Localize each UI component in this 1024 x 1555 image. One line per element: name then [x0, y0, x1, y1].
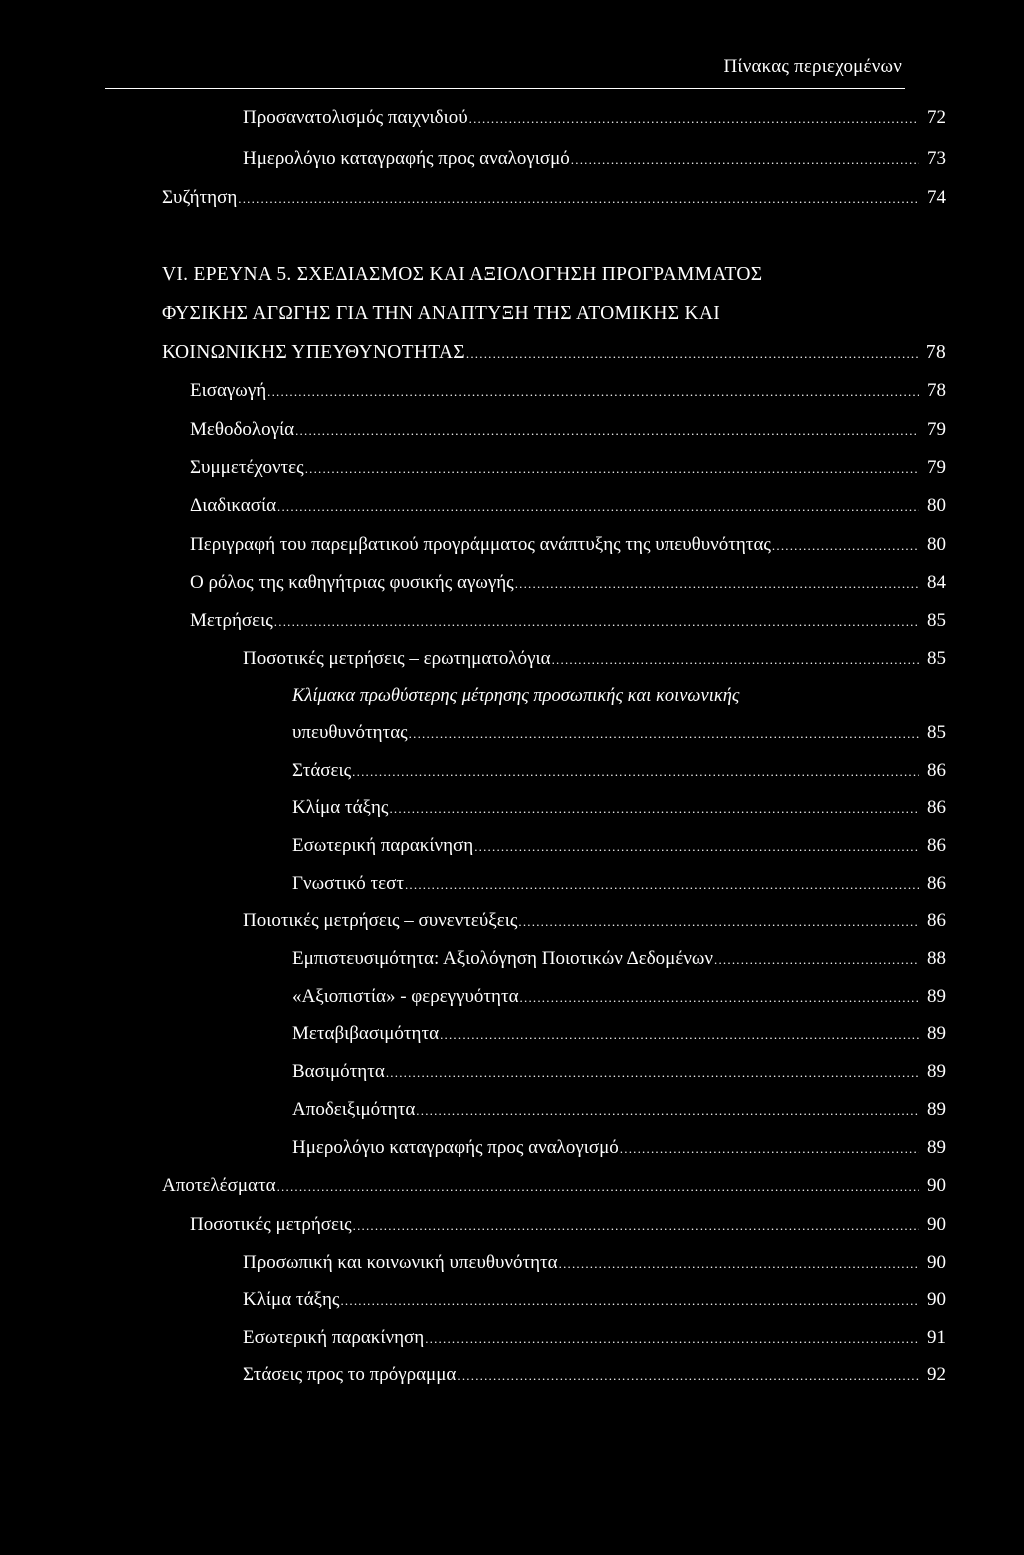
dot-leader [389, 797, 919, 821]
toc-entry[interactable] [243, 1363, 946, 1388]
dot-leader [352, 760, 919, 784]
toc-entry-title: Μετρήσεις [190, 610, 273, 631]
toc-entry-page: 90 [927, 1214, 946, 1235]
toc-entry-page: 89 [927, 1023, 946, 1044]
toc-entry[interactable] [292, 1098, 946, 1123]
toc-entry-page: 78 [927, 380, 946, 401]
toc-entry-title: Ημερολόγιο καταγραφής προς αναλογισμό [292, 1137, 619, 1158]
toc-entry[interactable] [190, 533, 946, 558]
toc-entry-title: Μεθοδολογία [190, 419, 295, 440]
running-head: Πίνακας περιεχομένων [723, 56, 902, 77]
dot-leader [386, 1061, 919, 1085]
dot-leader [474, 835, 919, 859]
dot-leader [405, 873, 919, 897]
toc-entry-title: Διαδικασία [190, 495, 277, 516]
dot-leader [457, 1364, 919, 1388]
toc-entry-page: 80 [927, 534, 946, 555]
toc-entry-title: Εμπιστευσιμότητα: Αξιολόγηση Ποιοτικών Δεδομένων [292, 948, 714, 969]
toc-entry-title: Στάσεις [292, 760, 352, 781]
toc-entry[interactable] [190, 379, 946, 404]
dot-leader [518, 910, 919, 934]
toc-entry[interactable] [292, 1136, 946, 1161]
toc-entry[interactable] [292, 721, 946, 746]
toc-entry-title: Βασιμότητα [292, 1061, 385, 1082]
header-rule [105, 88, 905, 89]
toc-entry-page: 78 [925, 342, 946, 363]
toc-entry-page: 79 [927, 457, 946, 478]
toc-entry[interactable] [190, 418, 946, 443]
dot-leader [274, 610, 919, 634]
toc-entry-chapter[interactable] [162, 341, 946, 366]
toc-entry-title: Ο ρόλος της καθηγήτριας φυσικής αγωγής [190, 572, 514, 593]
toc-entry-page: 90 [927, 1175, 946, 1196]
toc-entry-scale-line-1: Κλίμακα πρωθύστερης μέτρησης προσωπικής και κοινωνικής [292, 686, 740, 706]
dot-leader [238, 187, 919, 211]
dot-leader [267, 380, 919, 404]
toc-entry-page: 74 [927, 187, 946, 208]
toc-entry-page: 86 [927, 760, 946, 781]
toc-entry-title: ΚΟΙΝΩΝΙΚΗΣ ΥΠΕΥΘΥΝΟΤΗΤΑΣ [162, 342, 465, 363]
toc-entry-page: 85 [927, 722, 946, 743]
toc-entry-title: Αποδειξιμότητα [292, 1099, 416, 1120]
dot-leader [469, 107, 919, 131]
toc-entry[interactable] [190, 571, 946, 596]
toc-entry[interactable] [243, 1251, 946, 1276]
toc-entry-title: Αποτελέσματα [162, 1175, 276, 1196]
dot-leader [425, 1327, 919, 1351]
toc-entry-page: 84 [927, 572, 946, 593]
toc-entry-title: Εισαγωγή [190, 380, 267, 401]
dot-leader [520, 986, 919, 1010]
toc-entry-page: 72 [927, 107, 946, 128]
toc-entry[interactable] [243, 147, 946, 172]
toc-entry-page: 90 [927, 1252, 946, 1273]
toc-entry[interactable] [190, 456, 946, 481]
toc-entry-page: 89 [927, 1099, 946, 1120]
toc-entry-title: Ποσοτικές μετρήσεις – ερωτηματολόγια [243, 648, 551, 669]
dot-leader [559, 1252, 919, 1276]
toc-entry-title: Γνωστικό τεστ [292, 873, 404, 894]
toc-entry-title: Ποσοτικές μετρήσεις [190, 1214, 352, 1235]
toc-entry[interactable] [162, 186, 946, 211]
dot-leader [620, 1137, 919, 1161]
toc-entry-title: Μεταβιβασιμότητα [292, 1023, 440, 1044]
toc-entry-page: 86 [927, 873, 946, 894]
toc-entry[interactable] [243, 1326, 946, 1351]
toc-entry-page: 79 [927, 419, 946, 440]
toc-entry[interactable] [190, 494, 946, 519]
toc-entry[interactable] [292, 1060, 946, 1085]
toc-entry-page: 80 [927, 495, 946, 516]
toc-entry-page: 90 [927, 1289, 946, 1310]
toc-entry[interactable] [190, 609, 946, 634]
toc-entry-title: Εσωτερική παρακίνηση [292, 835, 474, 856]
toc-entry-page: 86 [927, 835, 946, 856]
toc-entry[interactable] [243, 106, 946, 131]
dot-leader [353, 1214, 919, 1238]
toc-entry-page: 89 [927, 986, 946, 1007]
toc-entry-title: Ποιοτικές μετρήσεις – συνεντεύξεις [243, 910, 518, 931]
dot-leader [440, 1023, 919, 1047]
chapter-heading-line-1: VI. ΕΡΕΥΝΑ 5. ΣΧΕΔΙΑΣΜΟΣ ΚΑΙ ΑΞΙΟΛΟΓΗΣΗ ΠΡΟΓΡΑΜΜΑΤΟΣ [162, 264, 763, 285]
toc-entry[interactable] [292, 872, 946, 897]
chapter-heading-line-2: ΦΥΣΙΚΗΣ ΑΓΩΓΗΣ ΓΙΑ ΤΗΝ ΑΝΑΠΤΥΞΗ ΤΗΣ ΑΤΟΜΙΚΗΣ ΚΑΙ [162, 303, 721, 324]
toc-entry-title: Ημερολόγιο καταγραφής προς αναλογισμό [243, 148, 570, 169]
toc-entry-page: 89 [927, 1061, 946, 1082]
toc-entry-title: Εσωτερική παρακίνηση [243, 1327, 425, 1348]
toc-entry-page: 86 [927, 910, 946, 931]
toc-entry-title: Κλίμα τάξης [243, 1289, 340, 1310]
toc-entry-title: υπευθυνότητας [292, 722, 408, 743]
toc-entry[interactable] [292, 947, 946, 972]
toc-entry-page: 85 [927, 648, 946, 669]
toc-entry[interactable] [243, 647, 946, 672]
toc-entry[interactable] [243, 1288, 946, 1313]
dot-leader [409, 722, 919, 746]
dot-leader [714, 948, 919, 972]
dot-leader [515, 572, 919, 596]
dot-leader [277, 495, 919, 519]
dot-leader [416, 1099, 919, 1123]
toc-entry[interactable] [162, 1174, 946, 1199]
toc-entry-page: 73 [927, 148, 946, 169]
toc-entry[interactable] [190, 1213, 946, 1238]
toc-entry-title: Συμμετέχοντες [190, 457, 304, 478]
dot-leader [305, 457, 919, 481]
toc-entry-page: 89 [927, 1137, 946, 1158]
toc-entry-title: Στάσεις προς το πρόγραμμα [243, 1364, 457, 1385]
toc-entry-title: Προσωπική και κοινωνική υπευθυνότητα [243, 1252, 558, 1273]
toc-entry-page: 92 [927, 1364, 946, 1385]
dot-leader [295, 419, 919, 443]
toc-entry-page: 91 [927, 1327, 946, 1348]
toc-entry[interactable] [292, 1022, 946, 1047]
dot-leader [466, 342, 919, 366]
toc-entry-page: 88 [927, 948, 946, 969]
dot-leader [277, 1175, 919, 1199]
toc-entry[interactable] [292, 796, 946, 821]
toc-entry-page: 86 [927, 797, 946, 818]
toc-entry-title: «Αξιοπιστία» - φερεγγυότητα [292, 986, 519, 1007]
toc-entry-page: 85 [927, 610, 946, 631]
toc-entry[interactable] [292, 834, 946, 859]
toc-entry[interactable] [292, 759, 946, 784]
toc-entry[interactable] [243, 909, 946, 934]
dot-leader [571, 148, 919, 172]
toc-entry-title: Περιγραφή του παρεμβατικού προγράμματος ανάπτυξης της υπευθυνότητας [190, 534, 771, 555]
toc-entry[interactable] [292, 985, 946, 1010]
toc-entry-title: Κλίμα τάξης [292, 797, 389, 818]
toc-entry-title: Προσανατολισμός παιχνιδιού [243, 107, 468, 128]
dot-leader [552, 648, 919, 672]
dot-leader [340, 1289, 919, 1313]
toc-entry-title: Συζήτηση [162, 187, 238, 208]
dot-leader [772, 534, 919, 558]
